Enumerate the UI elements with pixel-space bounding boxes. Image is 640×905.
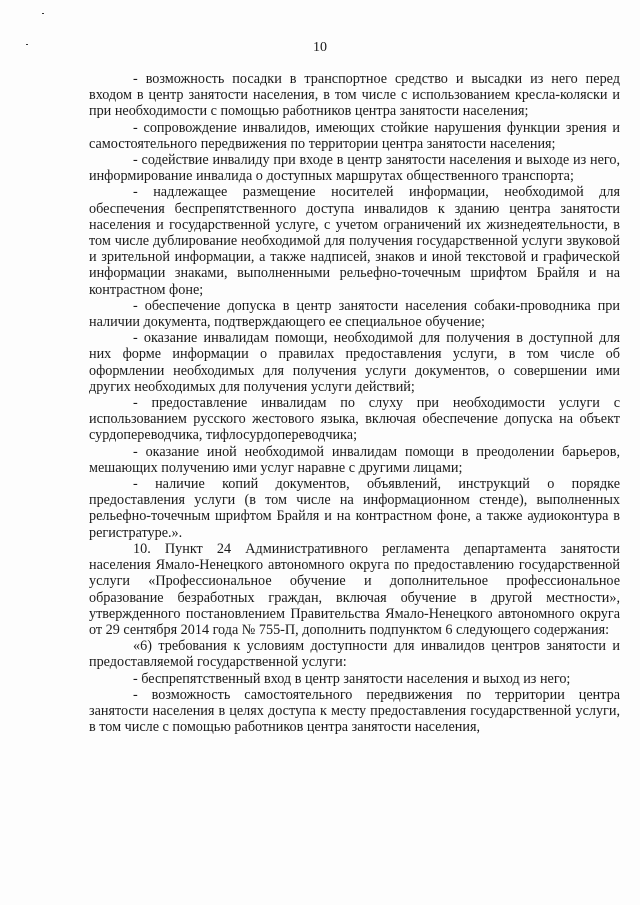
- paragraph: - оказание иной необходимой инвалидам помощи в преодолении барьеров, мешающих получению ими услуг наравне с другими лицами;: [89, 443, 620, 476]
- document-body: [89, 71, 620, 735]
- paragraph: - наличие копий документов, объявлений, инструкций о порядке предоставления услуги (в том числе на информационном стенде), выполненных рельефно-точечным шрифтом Брайля и на контрастном фоне, а также аудиоконтура в регистратуре.».: [89, 476, 620, 541]
- paragraph: «6) требования к условиям доступности для инвалидов центров занятости и предоставляемой государственной услуги:: [89, 638, 620, 671]
- paragraph: - оказание инвалидам помощи, необходимой для получения в доступной для них форме информации о правилах предоставления услуги, в том числе об оформлении необходимых для получения услуги документов, о совершении ими других необходимых для получения услуги действий;: [89, 330, 620, 395]
- paragraph: - предоставление инвалидам по слуху при необходимости услуги с использованием русского жестового языка, включая обеспечение допуска на объект сурдопереводчика, тифлосурдопереводчика;: [89, 395, 620, 444]
- paragraph: - обеспечение допуска в центр занятости населения собаки-проводника при наличии документа, подтверждающего ее специальное обучение;: [89, 297, 620, 331]
- paragraph: 10. Пункт 24 Административного регламента департамента занятости населения Ямало-Ненецкого автономного округа по предоставлению государственной услуги «Профессиональное обучение и дополнительное профессиональное образование безработных граждан, включая обучение в другой местности», утвержденного постановлением Правительства Ямало-Ненецкого автономного округа от 29 сентября 2014 года № 755-П, дополнить подпунктом 6 следующего содержания:: [89, 540, 620, 638]
- paragraph: - беспрепятственный вход в центр занятости населения и выход из него;: [133, 670, 571, 687]
- paragraph: - возможность посадки в транспортное средство и высадки из него перед входом в центр занятости населения, в том числе с использованием кресла-коляски и при необходимости с помощью работников центра занятости населения;: [89, 71, 620, 120]
- page-number: 10: [313, 40, 327, 55]
- paragraph: - содействие инвалиду при входе в центр занятости населения и выходе из него, информирование инвалида о доступных маршрутах общественного транспорта;: [89, 152, 620, 185]
- paragraph: - возможность самостоятельного передвижения по территории центра занятости населения в целях доступа к месту предоставления государственной услуги, в том числе с помощью работников центра занятости населения,: [89, 686, 620, 736]
- paragraph: - надлежащее размещение носителей информации, необходимой для обеспечения беспрепятственного доступа инвалидов к зданию центра занятости населения и государственной услуге, с учетом ограничений их жизнедеятельности, в том числе дублирование необходимой для получения государственной услуги звуковой и зрительной информации, а также надписей, знаков и иной текстовой и графической информации знаками, выполненными рельефно-точечным шрифтом Брайля и на контрастном фоне;: [89, 184, 620, 298]
- paragraph: - сопровождение инвалидов, имеющих стойкие нарушения функции зрения и самостоятельного передвижения по территории центра занятости населения;: [89, 119, 620, 152]
- scan-mark: [42, 13, 44, 14]
